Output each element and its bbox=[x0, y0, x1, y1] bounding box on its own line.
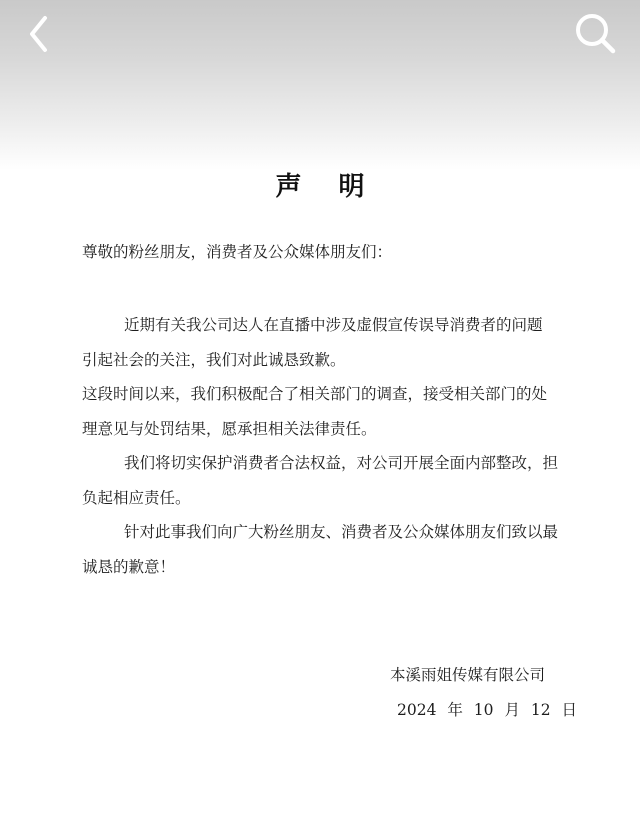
body-line: 引起社会的关注，我们对此诚恳致歉。 bbox=[82, 350, 346, 369]
body-line: 针对此事我们向广大粉丝朋友、消费者及公众媒体朋友们致以最 bbox=[124, 523, 559, 541]
body-line: 理意见与处罚结果，愿承担相关法律责任。 bbox=[82, 419, 377, 438]
body-line: 近期有关我公司达人在直播中涉及虚假宣传误导消费者的问题 bbox=[124, 316, 543, 334]
salutation: 尊敬的粉丝朋友，消费者及公众媒体朋友们： bbox=[82, 243, 393, 261]
statement-body bbox=[82, 308, 582, 584]
company-signature: 本溪雨姐传媒有限公司 bbox=[390, 666, 546, 684]
search-button[interactable] bbox=[570, 8, 622, 60]
chevron-left-icon bbox=[20, 10, 64, 58]
page-title: 声 明 bbox=[275, 172, 379, 202]
body-line: 这段时间以来，我们积极配合了相关部门的调查，接受相关部门的处 bbox=[82, 385, 548, 403]
body-line: 负起相应责任。 bbox=[82, 488, 191, 507]
statement-date: 2024 年 10 月 12 日 bbox=[397, 701, 578, 719]
search-icon bbox=[570, 8, 622, 60]
body-line: 诚恳的歉意！ bbox=[82, 557, 176, 576]
back-button[interactable] bbox=[20, 10, 64, 58]
body-line: 我们将切实保护消费者合法权益，对公司开展全面内部整改，担 bbox=[124, 454, 559, 472]
top-bar bbox=[0, 0, 640, 170]
